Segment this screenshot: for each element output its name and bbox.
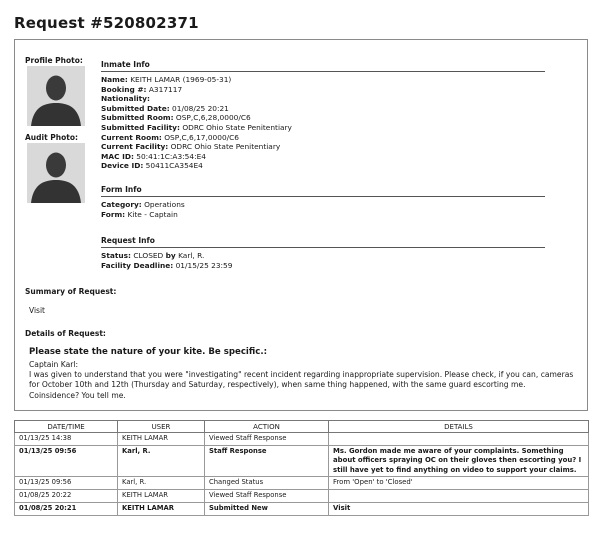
row-details [329, 433, 589, 446]
name-value: KEITH LAMAR (1969-05-31) [130, 75, 232, 84]
row-datetime: 01/13/25 09:56 [15, 477, 118, 490]
row-user: KEITH LAMAR [118, 433, 205, 446]
by-label: by [165, 251, 176, 260]
divider [101, 247, 545, 248]
answer-body: I was given to understand that you were "investigating" recent incident regarding inappropriate supervision. Please check, if you can, cameras for October 10th and 12th (Thursday and Saturday, respectively), when same thing happened, with the same guard escorting me. Coinsidence? You tell me. [29, 370, 574, 400]
row-action: Changed Status [205, 477, 329, 490]
row-datetime: 01/13/25 09:56 [15, 446, 118, 477]
inmate-info-list [101, 75, 292, 171]
nationality-label: Nationality: [101, 94, 150, 104]
by-value: Karl, R. [178, 251, 205, 260]
details-of-request-label: Details of Request: [25, 329, 106, 338]
request-detail-panel [14, 39, 588, 411]
form-label: Form: [101, 209, 126, 219]
table-row [15, 490, 589, 503]
current-room-label: Current Room: [101, 132, 162, 142]
row-datetime: 01/08/25 20:22 [15, 490, 118, 503]
deadline-label: Facility Deadline: [101, 260, 174, 270]
submitted-date-label: Submitted Date: [101, 103, 170, 113]
profile-photo [27, 66, 85, 126]
current-facility-label: Current Facility: [101, 142, 169, 152]
status-label: Status: [101, 251, 131, 260]
column-header-user: USER [118, 421, 205, 433]
audit-photo [27, 143, 85, 203]
device-id-value: 50411CA354E4 [145, 161, 203, 171]
row-user: Karl, R. [118, 446, 205, 477]
form-info-heading: Form Info [101, 185, 142, 194]
table-row [15, 446, 589, 477]
row-user: KEITH LAMAR [118, 503, 205, 516]
device-id-label: Device ID: [101, 161, 144, 171]
divider [101, 71, 545, 72]
request-title: Request #520802371 [14, 14, 199, 32]
category-value: Operations [144, 200, 185, 209]
activity-log-table [14, 420, 589, 516]
row-datetime: 01/13/25 14:38 [15, 433, 118, 446]
request-info-heading: Request Info [101, 236, 155, 245]
row-action: Submitted New [205, 503, 329, 516]
row-action: Staff Response [205, 446, 329, 477]
row-user: Karl, R. [118, 477, 205, 490]
kite-question: Please state the nature of your kite. Be specific.: [29, 347, 268, 357]
status-value: CLOSED [133, 251, 164, 260]
table-header-row [15, 421, 589, 433]
profile-photo-label: Profile Photo: [25, 56, 83, 65]
summary-of-request-value: Visit [29, 306, 45, 315]
row-user: KEITH LAMAR [118, 490, 205, 503]
row-details: From 'Open' to 'Closed' [329, 477, 589, 490]
divider [101, 196, 545, 197]
inmate-info-heading: Inmate Info [101, 60, 150, 69]
audit-photo-label: Audit Photo: [25, 133, 79, 142]
request-info-list [101, 251, 232, 270]
row-details: Ms. Gordon made me aware of your complaints. Something about officers spraying OC on their gloves then escorting you? I still have yet to find anything on video to support your claims. [329, 446, 589, 477]
submitted-room-label: Submitted Room: [101, 113, 174, 123]
name-label: Name: [101, 75, 128, 84]
mac-id-label: MAC ID: [101, 151, 134, 161]
column-header-datetime: DATE/TIME [15, 421, 118, 433]
booking-label: Booking #: [101, 84, 147, 94]
deadline-value: 01/15/25 23:59 [175, 260, 233, 270]
person-silhouette-icon [27, 66, 85, 126]
mac-id-value: 50:41:1C:A3:54:E4 [136, 151, 206, 161]
row-details [329, 490, 589, 503]
column-header-details: DETAILS [329, 421, 589, 433]
current-room-value: OSP,C,6,17,0000/C6 [164, 132, 240, 142]
person-silhouette-icon [27, 143, 85, 203]
category-label: Category: [101, 200, 142, 209]
form-info-list [101, 200, 185, 219]
table-row [15, 503, 589, 516]
row-details: Visit [329, 503, 589, 516]
submitted-date-value: 01/08/25 20:21 [172, 103, 229, 113]
table-row [15, 477, 589, 490]
answer-greeting: Captain Karl: [29, 360, 79, 369]
form-value: Kite - Captain [127, 209, 178, 219]
column-header-action: ACTION [205, 421, 329, 433]
row-action: Viewed Staff Response [205, 490, 329, 503]
submitted-facility-value: ODRC Ohio State Penitentiary [182, 122, 292, 132]
row-action: Viewed Staff Response [205, 433, 329, 446]
table-row [15, 433, 589, 446]
submitted-room-value: OSP,C,6,28,0000/C6 [175, 113, 251, 123]
kite-answer [29, 360, 577, 401]
summary-of-request-label: Summary of Request: [25, 287, 117, 296]
row-datetime: 01/08/25 20:21 [15, 503, 118, 516]
current-facility-value: ODRC Ohio State Penitentiary [170, 142, 281, 152]
booking-value: A317117 [148, 84, 183, 94]
submitted-facility-label: Submitted Facility: [101, 122, 180, 132]
